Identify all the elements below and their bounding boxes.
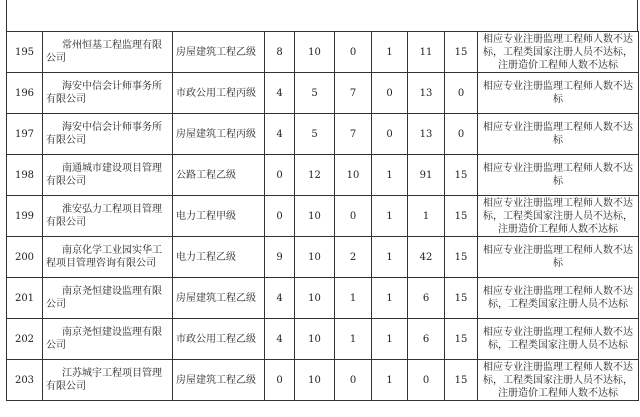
deficiency-note: 相应专业注册监理工程师人数不达标，工程类国家注册人员不达标，注册造价工程师人数不达标: [478, 32, 639, 73]
row-number: 195: [7, 32, 43, 73]
qualification-table: [6, 31, 639, 401]
count-c: 7: [335, 73, 372, 114]
count-f: 0: [445, 73, 478, 114]
count-f: 0: [445, 114, 478, 155]
count-c: 7: [335, 114, 372, 155]
count-b: 12: [295, 155, 335, 196]
count-f: 15: [445, 319, 478, 360]
table-row: [7, 278, 639, 319]
count-c: 0: [335, 360, 372, 401]
company-name: [43, 114, 173, 155]
deficiency-note: 相应专业注册监理工程师人数不达标，工程类国家注册人员不达标: [478, 319, 639, 360]
table-row: [7, 360, 639, 401]
row-number: 200: [7, 237, 43, 278]
count-a: 4: [265, 114, 295, 155]
deficiency-note: 相应专业注册监理工程师人数不达标: [478, 155, 639, 196]
count-b: 10: [295, 319, 335, 360]
deficiency-note: 相应专业注册监理工程师人数不达标: [478, 73, 639, 114]
count-e: 13: [408, 73, 445, 114]
count-f: 15: [445, 155, 478, 196]
row-number: 197: [7, 114, 43, 155]
count-b: 10: [295, 32, 335, 73]
count-f: 15: [445, 196, 478, 237]
company-name-text: 南京尧恒建设监理有限公司: [46, 327, 162, 351]
count-a: 8: [265, 32, 295, 73]
count-a: 0: [265, 360, 295, 401]
row-number: 198: [7, 155, 43, 196]
count-e: 6: [408, 278, 445, 319]
company-name: [43, 360, 173, 401]
table-row: [7, 114, 639, 155]
company-name-text: 海安中信会计师事务所有限公司: [46, 122, 162, 146]
row-number: 202: [7, 319, 43, 360]
company-name-text: 江苏城宇工程项目管理有限公司: [46, 368, 162, 392]
company-name-text: 海安中信会计师事务所有限公司: [46, 81, 162, 105]
count-c: 1: [335, 319, 372, 360]
company-name-text: 淮安弘力工程项目管理有限公司: [46, 204, 162, 228]
count-a: 0: [265, 155, 295, 196]
count-f: 15: [445, 237, 478, 278]
count-f: 15: [445, 32, 478, 73]
count-a: 9: [265, 237, 295, 278]
count-c: 2: [335, 237, 372, 278]
company-name-text: 常州恒基工程监理有限公司: [46, 40, 162, 64]
table-row: [7, 32, 639, 73]
count-c: 0: [335, 196, 372, 237]
count-b: 5: [295, 73, 335, 114]
count-d: 1: [372, 32, 408, 73]
count-a: 4: [265, 278, 295, 319]
count-d: 0: [372, 114, 408, 155]
count-d: 1: [372, 237, 408, 278]
qualification-type: 公路工程乙级: [173, 155, 265, 196]
count-b: 10: [295, 237, 335, 278]
count-d: 0: [372, 73, 408, 114]
count-d: 1: [372, 196, 408, 237]
count-c: 10: [335, 155, 372, 196]
count-b: 10: [295, 196, 335, 237]
company-name-text: 南通城市建设项目管理有限公司: [46, 163, 162, 187]
count-d: 1: [372, 155, 408, 196]
qualification-type: 房屋建筑工程乙级: [173, 32, 265, 73]
count-e: 13: [408, 114, 445, 155]
company-name: [43, 278, 173, 319]
count-e: 6: [408, 319, 445, 360]
count-d: 1: [372, 360, 408, 401]
company-name: [43, 155, 173, 196]
count-e: 42: [408, 237, 445, 278]
deficiency-note: 相应专业注册监理工程师人数不达标，工程类国家注册人员不达标，注册造价工程师人数不达标: [478, 196, 639, 237]
company-name: [43, 73, 173, 114]
table-row: [7, 155, 639, 196]
count-e: 11: [408, 32, 445, 73]
deficiency-note: 相应专业注册监理工程师人数不达标: [478, 237, 639, 278]
deficiency-note: 相应专业注册监理工程师人数不达标，工程类国家注册人员不达标: [478, 278, 639, 319]
count-e: 0: [408, 360, 445, 401]
count-d: 1: [372, 278, 408, 319]
row-number: 203: [7, 360, 43, 401]
count-d: 1: [372, 319, 408, 360]
qualification-type: 市政公用工程乙级: [173, 319, 265, 360]
count-b: 5: [295, 114, 335, 155]
row-number: 199: [7, 196, 43, 237]
table-top-continuation: [6, 0, 638, 31]
table-row: [7, 73, 639, 114]
count-a: 0: [265, 196, 295, 237]
count-b: 10: [295, 278, 335, 319]
table-row: [7, 196, 639, 237]
qualification-type: 电力工程甲级: [173, 196, 265, 237]
count-f: 15: [445, 360, 478, 401]
count-b: 10: [295, 360, 335, 401]
row-number: 196: [7, 73, 43, 114]
company-name-text: 南京尧恒建设监理有限公司: [46, 286, 162, 310]
qualification-type: 市政公用工程丙级: [173, 73, 265, 114]
table-row: [7, 237, 639, 278]
company-name: [43, 196, 173, 237]
count-a: 4: [265, 319, 295, 360]
qualification-type: 房屋建筑工程丙级: [173, 114, 265, 155]
deficiency-note: 相应专业注册监理工程师人数不达标: [478, 114, 639, 155]
deficiency-note: 相应专业注册监理工程师人数不达标，工程类国家注册人员不达标，注册造价工程师人数不达标: [478, 360, 639, 401]
qualification-type: 房屋建筑工程乙级: [173, 360, 265, 401]
company-name: [43, 32, 173, 73]
company-name-text: 南京化学工业园实华工程项目管理咨询有限公司: [46, 245, 162, 269]
count-f: 15: [445, 278, 478, 319]
row-number: 201: [7, 278, 43, 319]
count-c: 1: [335, 278, 372, 319]
count-c: 0: [335, 32, 372, 73]
qualification-type: 电力工程乙级: [173, 237, 265, 278]
company-name: [43, 319, 173, 360]
count-e: 1: [408, 196, 445, 237]
count-a: 4: [265, 73, 295, 114]
company-name: [43, 237, 173, 278]
qualification-type: 房屋建筑工程乙级: [173, 278, 265, 319]
table-row: [7, 319, 639, 360]
count-e: 91: [408, 155, 445, 196]
